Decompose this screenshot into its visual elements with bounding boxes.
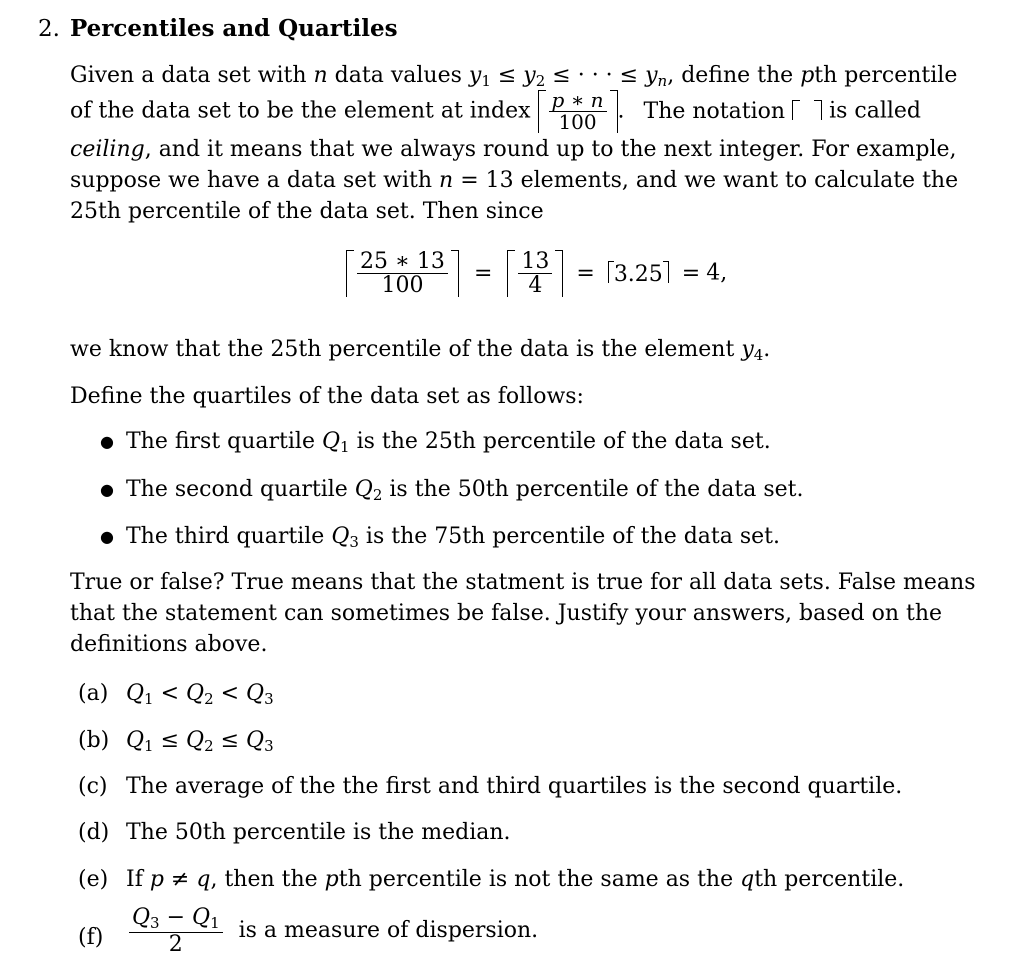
problem-number: 2. [38, 16, 60, 42]
tf-intro-line-1: True or false? True means that the statment is true for all data sets. False means [70, 570, 976, 595]
fraction-25x13-over-100: $\frac{25 ∗ 13}{100}$ [357, 250, 448, 297]
define-quartiles-line: Define the quartiles of the data set as follows: [70, 384, 584, 409]
quartile-item: The first quartile $Q_1$ is the 25th percentile of the data set. [126, 429, 771, 456]
problem-heading [38, 14, 398, 44]
intro-line-4: suppose we have a data set with n = 13 elements, and we want to calculate the [70, 168, 959, 193]
part-f-statement: $\frac{Q_3 - Q_1}{2}$ is a measure of dispersion. [126, 906, 538, 956]
fraction-13-over-4: $\frac{13}{4}$ [518, 250, 552, 297]
part-b-statement: $Q_1 \le Q_2 \le Q_3$ [126, 728, 274, 755]
ceiling-notation [792, 100, 822, 120]
intro-line-2: of the data set to be the element at index $\frac{p ∗ n}{100}$ . The notation is called [70, 88, 921, 134]
part-a-statement: $Q_1 < Q_2 < Q_3$ [126, 681, 274, 708]
part-e-label: (e) [78, 867, 109, 892]
part-d-label: (d) [78, 820, 110, 845]
display-equation: $\frac{25 ∗ 13}{100}$ = $\frac{13}{4}$ = 3.25 = 4, [346, 250, 727, 297]
part-e-statement: If p ≠ q, then the pth percentile is not the same as the qth percentile. [126, 867, 905, 892]
iqr-half-fraction: $\frac{Q_3 - Q_1}{2}$ [129, 906, 223, 956]
part-c-statement: The average of the the first and third quartiles is the second quartile. [126, 774, 903, 799]
after-equation-line: we know that the 25th percentile of the data is the element $y_4$. [70, 337, 771, 364]
part-d-statement: The 50th percentile is the median. [126, 820, 511, 845]
intro-line-1: Given a data set with n data values $y_1 \le y_2$ ≤ · · · ≤ $y_n$, define the pth percentile [70, 63, 958, 90]
part-a-label: (a) [78, 681, 109, 706]
quartile-item: The second quartile $Q_2$ is the 50th percentile of the data set. [126, 477, 804, 504]
quartile-item: The third quartile $Q_3$ is the 75th percentile of the data set. [126, 524, 780, 551]
bullet-icon: ● [100, 527, 114, 546]
bullet-icon: ● [100, 480, 114, 499]
part-f-label: (f) [78, 925, 104, 950]
tf-intro-line-2: that the statement can sometimes be false. Justify your answers, based on the [70, 601, 943, 626]
intro-line-5: 25th percentile of the data set. Then since [70, 199, 544, 224]
intro-line-3: ceiling, and it means that we always round up to the next integer. For example, [70, 137, 957, 162]
bullet-icon: ● [100, 432, 114, 451]
tf-intro-line-3: definitions above. [70, 632, 268, 657]
problem-title: Percentiles and Quartiles [69, 15, 398, 42]
index-ceiling [538, 90, 618, 133]
part-b-label: (b) [78, 728, 110, 753]
index-fraction: $\frac{p ∗ n}{100}$ [549, 90, 607, 133]
part-c-label: (c) [78, 774, 108, 799]
